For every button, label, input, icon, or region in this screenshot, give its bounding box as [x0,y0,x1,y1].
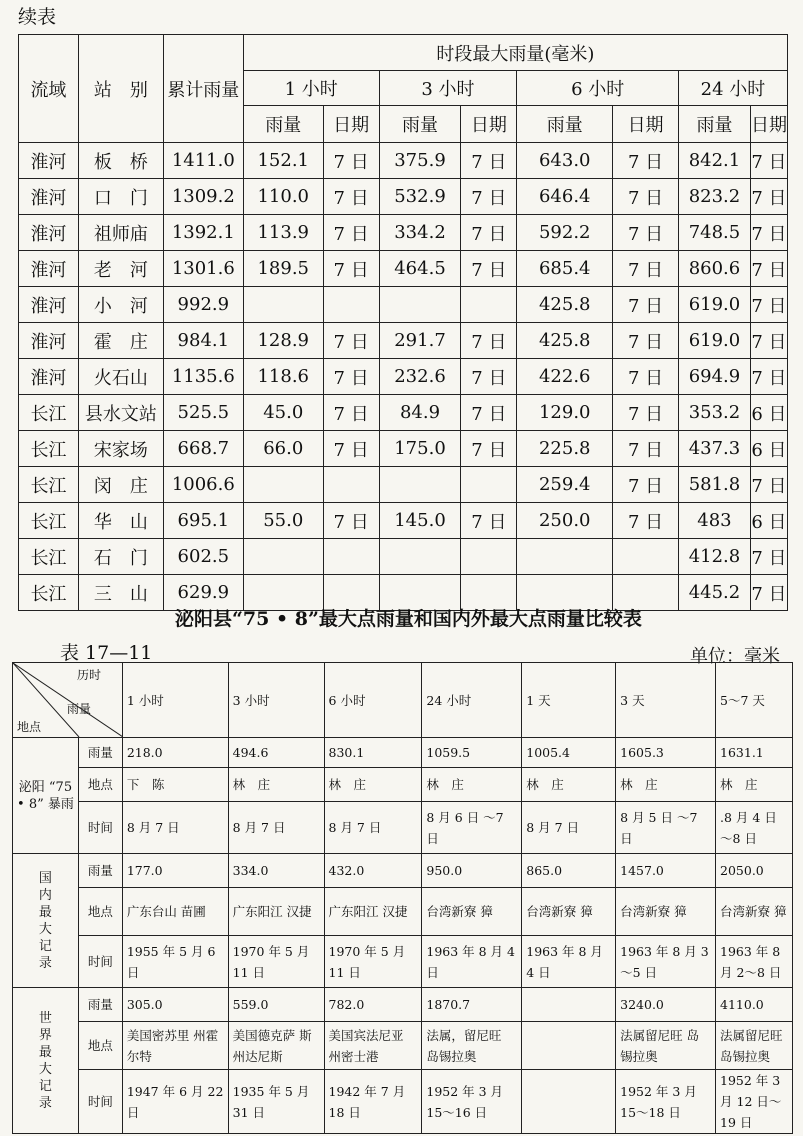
table-cell: 1970 年 5 月 11 日 [228,936,324,988]
table-cell: 美国密苏里 州霍尔特 [122,1022,228,1070]
row-label: 地点 [78,768,122,802]
table-cell: 1963 年 8 月 3～5 日 [616,936,716,988]
table-cell: 250.0 [517,503,613,539]
table-cell: 1411.0 [163,143,243,179]
table-cell: 865.0 [522,854,616,888]
table-cell [461,467,517,503]
table-cell: 小 河 [78,287,163,323]
group-label-text: 泌阳 “75 • 8” 暴雨 [17,779,74,812]
table-cell: 7 日 [613,287,679,323]
table-cell: 8 月 7 日 [228,802,324,854]
duration-header: 3 小时 [228,663,324,738]
table-cell: 619.0 [679,287,751,323]
table-cell: 7 日 [750,287,787,323]
table-cell: 6 日 [750,431,787,467]
table-cell: 823.2 [679,179,751,215]
table-cell: 7 日 [750,251,787,287]
header-date: 日期 [750,106,787,143]
table-cell: 45.0 [243,395,323,431]
table-cell: 1301.6 [163,251,243,287]
table-cell: 984.1 [163,323,243,359]
table-cell: 748.5 [679,215,751,251]
table-cell: 林 庄 [616,768,716,802]
table-cell: 7 日 [461,323,517,359]
table-cell [323,287,379,323]
table-cell: 1935 年 5 月 31 日 [228,1070,324,1134]
table-cell: 375.9 [379,143,461,179]
row-label: 地点 [78,1022,122,1070]
table-cell: 84.9 [379,395,461,431]
table-cell: 668.7 [163,431,243,467]
table-cell: 218.0 [122,738,228,768]
table-cell: 县水文站 [78,395,163,431]
diagonal-header-cell [13,663,123,738]
table-cell: 619.0 [679,323,751,359]
row-label: 时间 [78,936,122,988]
table-cell: 7 日 [461,143,517,179]
table-cell: 淮河 [19,215,79,251]
table-cell [243,467,323,503]
table-cell: 7 日 [613,251,679,287]
table-row [19,503,788,539]
table-cell: 长江 [19,575,79,611]
header-period-max: 时段最大雨量(毫米) [243,35,787,71]
table-cell: 7 日 [323,395,379,431]
table-cell: 1952 年 3 月 15～16 日 [422,1070,522,1134]
table-cell: 422.6 [517,359,613,395]
table-cell: 台湾新寮 獐 [522,888,616,936]
table-cell: 板 桥 [78,143,163,179]
table-cell: 广东台山 苗圃 [122,888,228,936]
table-cell: 淮河 [19,287,79,323]
table-cell: 55.0 [243,503,323,539]
table-cell: 7 日 [613,323,679,359]
header-period-24h: 24 小时 [679,71,788,106]
header-basin: 流域 [19,35,79,143]
table-cell: 林 庄 [522,768,616,802]
table-cell: 淮河 [19,179,79,215]
group-label-text: 国内最大记录 [38,870,52,971]
duration-header: 24 小时 [422,663,522,738]
table-row [13,738,793,768]
table-row [13,1070,793,1134]
table-cell: 412.8 [679,539,751,575]
table-cell: 7 日 [323,215,379,251]
table-cell [379,467,461,503]
table-cell: 闵 庄 [78,467,163,503]
table-row [13,854,793,888]
table-cell: 1631.1 [716,738,793,768]
table-cell: 7 日 [323,359,379,395]
table-row [19,395,788,431]
table-cell: 三 山 [78,575,163,611]
table-cell: 7 日 [461,215,517,251]
table-cell: 694.9 [679,359,751,395]
table-cell: 7 日 [750,359,787,395]
table-cell: 1059.5 [422,738,522,768]
table-cell [522,1022,616,1070]
table-cell: 7 日 [323,323,379,359]
table-cell: 7 日 [750,143,787,179]
table-cell: 2050.0 [716,854,793,888]
diag-duration-label: 历时 [77,668,102,682]
header-rain: 雨量 [379,106,461,143]
row-label: 雨量 [78,738,122,768]
table-cell: 7 日 [613,467,679,503]
table-cell: 淮河 [19,359,79,395]
table-cell: 1955 年 5 月 6 日 [122,936,228,988]
table-cell: 长江 [19,431,79,467]
table-cell: 8 月 5 日 ～7 日 [616,802,716,854]
table-row [19,287,788,323]
table-cell: 美国宾法尼亚 州密士港 [324,1022,422,1070]
table-cell: 台湾新寮 獐 [422,888,522,936]
table-cell: 437.3 [679,431,751,467]
table-cell: 广东阳江 汉捷 [324,888,422,936]
table-cell: 334.0 [228,854,324,888]
table-cell [379,287,461,323]
table-cell: 淮河 [19,143,79,179]
table-cell: 1970 年 5 月 11 日 [324,936,422,988]
table-cell: 7 日 [323,431,379,467]
table-cell: 334.2 [379,215,461,251]
table-cell: 113.9 [243,215,323,251]
duration-header: 1 小时 [122,663,228,738]
table-row [19,431,788,467]
table-cell: 1963 年 8 月 4 日 [422,936,522,988]
table-cell: 宋家场 [78,431,163,467]
table-cell: 石 门 [78,539,163,575]
table-cell: 353.2 [679,395,751,431]
table-cell: 7 日 [461,251,517,287]
table-cell: 1457.0 [616,854,716,888]
table-cell: 7 日 [613,431,679,467]
table-row [13,802,793,854]
table-cell: 1135.6 [163,359,243,395]
table-cell: 950.0 [422,854,522,888]
header-date: 日期 [613,106,679,143]
table-cell [522,988,616,1022]
table-cell: 7 日 [613,359,679,395]
table-cell: 830.1 [324,738,422,768]
table-row [19,179,788,215]
table-row [13,1022,793,1070]
table-row [19,359,788,395]
row-label: 时间 [78,1070,122,1134]
group-label-text: 世界最大记录 [38,1010,52,1111]
table-cell: 629.9 [163,575,243,611]
table-cell: 305.0 [122,988,228,1022]
table-cell: 581.8 [679,467,751,503]
table-cell: 6 日 [750,395,787,431]
table-cell: 7 日 [461,359,517,395]
group-label [13,854,79,988]
table-cell: 643.0 [517,143,613,179]
table-cell: 7 日 [461,395,517,431]
table-cell: 695.1 [163,503,243,539]
header-date: 日期 [323,106,379,143]
table-cell: 425.8 [517,287,613,323]
table-cell: 1605.3 [616,738,716,768]
table-number: 表 17—11 [60,642,153,664]
table-cell: 592.2 [517,215,613,251]
table-cell: 1947 年 6 月 22 日 [122,1070,228,1134]
table-cell: 860.6 [679,251,751,287]
table-cell: 7 日 [750,215,787,251]
continued-label: 续表 [18,6,57,28]
table-cell: 淮河 [19,323,79,359]
table-row [19,323,788,359]
table-cell: 1942 年 7 月 18 日 [324,1070,422,1134]
table-cell: 532.9 [379,179,461,215]
table-cell: 7 日 [613,395,679,431]
table-cell: 291.7 [379,323,461,359]
table-cell: 6 日 [750,503,787,539]
table-cell: 火石山 [78,359,163,395]
table-cell: 992.9 [163,287,243,323]
table-cell: 1392.1 [163,215,243,251]
table-row [13,988,793,1022]
table-cell: 432.0 [324,854,422,888]
row-label: 时间 [78,802,122,854]
table-row [13,936,793,988]
diag-place-label: 地点 [17,720,42,734]
unit-label: 单位：毫米 [690,646,780,667]
table-cell: 483 [679,503,751,539]
table-cell: 177.0 [122,854,228,888]
rainfall-comparison-table [12,662,793,1134]
table-cell: 8 月 7 日 [122,802,228,854]
group-label [13,988,79,1134]
table-cell: 1309.2 [163,179,243,215]
table-cell: 110.0 [243,179,323,215]
table-cell: 1963 年 8 月 2～8 日 [716,936,793,988]
header-rain: 雨量 [679,106,751,143]
table-cell: 152.1 [243,143,323,179]
duration-header: 1 天 [522,663,616,738]
table-cell: 淮河 [19,251,79,287]
table-cell: 林 庄 [324,768,422,802]
table-cell: 法属，留尼旺 岛锡拉奥 [422,1022,522,1070]
row-label: 雨量 [78,854,122,888]
table-cell: 林 庄 [716,768,793,802]
table-cell: 法属留尼旺 岛锡拉奥 [716,1022,793,1070]
header-period-6h: 6 小时 [517,71,679,106]
table-cell: 法属留尼旺 岛锡拉奥 [616,1022,716,1070]
header-rain: 雨量 [517,106,613,143]
table-cell: 559.0 [228,988,324,1022]
table-cell: 7 日 [461,503,517,539]
table-cell: 7 日 [323,143,379,179]
table-cell: 1952 年 3 月 12 日～19 日 [716,1070,793,1134]
table-cell: 台湾新寮 獐 [716,888,793,936]
duration-header: 6 小时 [324,663,422,738]
table-cell: 259.4 [517,467,613,503]
table-cell: 4110.0 [716,988,793,1022]
table-cell: 118.6 [243,359,323,395]
table-cell [323,467,379,503]
table-cell: 7 日 [323,503,379,539]
table-cell [323,539,379,575]
table-cell: 7 日 [613,503,679,539]
table-cell: 145.0 [379,503,461,539]
table-row [19,143,788,179]
table-cell: 129.0 [517,395,613,431]
table-cell [379,539,461,575]
table-cell: 1963 年 8 月 4 日 [522,936,616,988]
table-row [13,768,793,802]
header-period-3h: 3 小时 [379,71,517,106]
table-cell: 7 日 [613,143,679,179]
table-cell: 美国德克萨 斯州达尼斯 [228,1022,324,1070]
table-cell: 425.8 [517,323,613,359]
table-cell: 7 日 [750,323,787,359]
table-cell: 602.5 [163,539,243,575]
table-cell [517,539,613,575]
table-cell [461,539,517,575]
table-cell: 7 日 [750,179,787,215]
table-cell: 长江 [19,467,79,503]
table-row [19,215,788,251]
table-cell: 494.6 [228,738,324,768]
table-cell: 189.5 [243,251,323,287]
table-cell: 7 日 [323,251,379,287]
table-cell: 林 庄 [228,768,324,802]
table-row [19,539,788,575]
table-cell: 1952 年 3 月 15～18 日 [616,1070,716,1134]
table-cell: 7 日 [750,575,787,611]
table-cell: 7 日 [461,431,517,467]
diag-rain-label: 雨量 [67,702,92,716]
header-station: 站 别 [78,35,163,143]
table-cell: 长江 [19,539,79,575]
duration-header: 3 天 [616,663,716,738]
table-cell: 祖师庙 [78,215,163,251]
table-cell: 66.0 [243,431,323,467]
table-cell: 782.0 [324,988,422,1022]
table-cell: 1006.6 [163,467,243,503]
header-total: 累计雨量 [163,35,243,143]
row-label: 雨量 [78,988,122,1022]
table-cell: 口 门 [78,179,163,215]
table-cell: 464.5 [379,251,461,287]
table-cell: 7 日 [750,539,787,575]
table-cell: 台湾新寮 獐 [616,888,716,936]
table-cell: 长江 [19,395,79,431]
table-cell: 1870.7 [422,988,522,1022]
table-cell: 7 日 [750,467,787,503]
table-cell: 232.6 [379,359,461,395]
table-cell: 3240.0 [616,988,716,1022]
table-cell: 7 日 [613,179,679,215]
table-cell [243,539,323,575]
group-label [13,738,79,854]
table-cell: 华 山 [78,503,163,539]
table-cell: 老 河 [78,251,163,287]
table-cell: 7 日 [613,215,679,251]
table-cell: 林 庄 [422,768,522,802]
station-rainfall-table [18,34,788,611]
header-period-1h: 1 小时 [243,71,379,106]
table-cell: 8 月 6 日 ～7 日 [422,802,522,854]
table-cell: 445.2 [679,575,751,611]
table-cell: 8 月 7 日 [324,802,422,854]
table-cell [522,1070,616,1134]
header-date: 日期 [461,106,517,143]
table-cell: 175.0 [379,431,461,467]
table-row [19,467,788,503]
row-label: 地点 [78,888,122,936]
table-cell: 1005.4 [522,738,616,768]
table-cell: 525.5 [163,395,243,431]
table-cell: 8 月 7 日 [522,802,616,854]
table-row [13,888,793,936]
table-cell: 霍 庄 [78,323,163,359]
table-cell: 225.8 [517,431,613,467]
table-cell: 7 日 [323,179,379,215]
table-row [19,251,788,287]
table-cell: 广东阳江 汉捷 [228,888,324,936]
table-cell: 685.4 [517,251,613,287]
table-cell: 128.9 [243,323,323,359]
table-cell: 7 日 [461,179,517,215]
table-cell: 长江 [19,503,79,539]
table-cell: 下 陈 [122,768,228,802]
header-rain: 雨量 [243,106,323,143]
table-cell [461,287,517,323]
table-cell [613,539,679,575]
table-cell: .8 月 4 日 ～8 日 [716,802,793,854]
comparison-table-title: 泌阳县“75 • 8”最大点雨量和国内外最大点雨量比较表 [175,608,642,630]
table-cell: 646.4 [517,179,613,215]
table-cell: 842.1 [679,143,751,179]
duration-header: 5～7 天 [716,663,793,738]
table-cell [243,287,323,323]
